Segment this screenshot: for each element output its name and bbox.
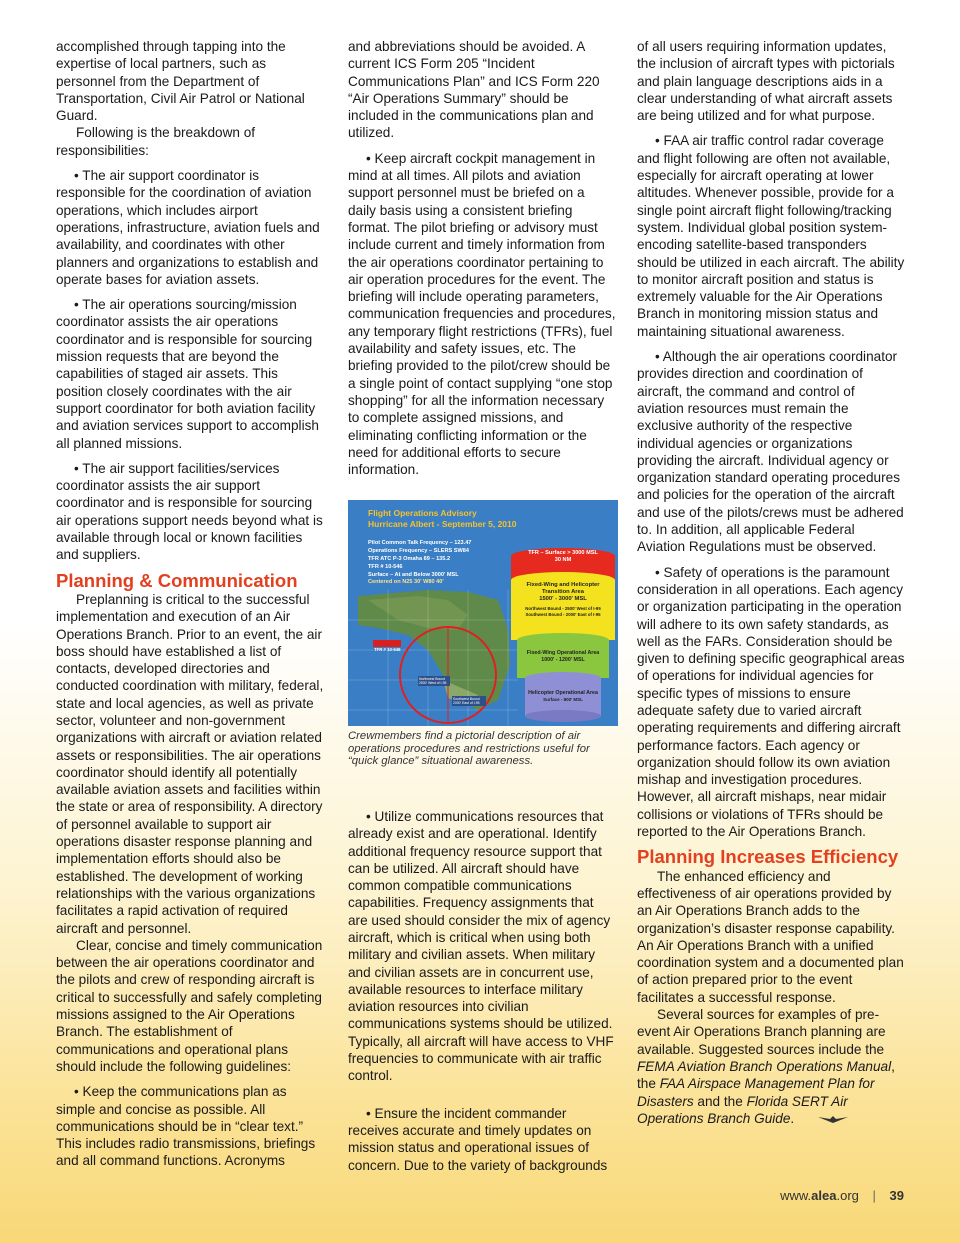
tier-line: Southwest Bound - 2000' East of I-95 [525, 611, 601, 617]
text-span: , the [637, 1058, 895, 1092]
page-footer [780, 1188, 904, 1203]
helicopter-tier-label [525, 690, 601, 703]
bullet-paragraph: • Ensure the incident commander receives accurate and timely updates on mission status and operational issues of concern. Due to the variety of backgrounds [348, 1105, 608, 1173]
info-line: Pilot Common Talk Frequency – 123.47 [368, 540, 472, 547]
text-span: and the [693, 1093, 747, 1109]
tfr-label: TFR – Surface > 3000 MSL [528, 550, 598, 557]
bullet-paragraph: • Although the air operations coordinator provides direction and coordination of aircraft, the command and control of aviation resources must remain the exclusive authority of the respective individual agencies or organizations providing the aircraft. Individual agency or organization standard operating procedures and policies for the operation of the aircraft and use of the pilots/crews must be adhered to. In addition, all applicable Federal Aviation Regulations must be observed. [637, 349, 904, 555]
flight-operations-advisory-figure [348, 500, 618, 726]
figure-subtitle-line: Hurricane Albert - September 5, 2010 [368, 519, 517, 530]
tier-line: Northwest Bound - 2500' West of I-95 [525, 606, 601, 612]
tier-line: Transition Area [542, 589, 584, 596]
figure-info-list [368, 540, 471, 587]
paragraph-sources [637, 1006, 905, 1128]
figure-title-line: Flight Operations Advisory [368, 508, 477, 519]
tier-line: Fixed-Wing and Helicopter [526, 582, 600, 589]
bullet-paragraph: • Utilize communications resources that already exist and are operational. Identify additional frequency resource support that can be utilized. All aircraft should have common compatible communications capabilities. Frequency assignments that are used should consider the mix of agency aircraft, which is critical when using both military and civilian assets. When military and civilian assets are in concurrent use, available resources to interface military aviation resources into civilian communications systems should be utilized. Typically, all aircraft will have access to VHF frequencies to communicate with air traffic control. [348, 808, 614, 1084]
site-suffix: .org [836, 1188, 859, 1203]
source-title: FEMA Aviation Branch Operations Manual [637, 1058, 892, 1074]
column-2 [348, 38, 616, 1182]
tfr-tier-label [511, 550, 615, 563]
source-title: Florida SERT Air Operations Branch Guide [637, 1093, 848, 1126]
transition-tier-label [511, 582, 615, 617]
text-span: Several sources for examples of pre-event Air Operations Branch planning are available. Suggested sources include the [637, 1007, 886, 1057]
source-title: FAA Airspace Management Plan for Disasters [637, 1076, 875, 1109]
info-line: TFR # 10-546 [368, 563, 403, 570]
tier-line: Helicopter Operational Area [528, 690, 598, 697]
tier-line: 1000' - 1200' MSL [541, 656, 585, 663]
paragraph: and abbreviations should be avoided. A current ICS Form 205 “Incident Communications Plan” and ICS Form 220 “Air Operations Summary” should be included in the communications plan and utilized. [348, 39, 600, 141]
info-line: Centered on N25 30' W80 40' [368, 579, 444, 586]
site-prefix: www. [780, 1188, 812, 1203]
footer-separator: | [872, 1188, 876, 1203]
bullet-paragraph: • Keep aircraft cockpit management in mind at all times. All pilots and aviation support personnel must be briefed on a daily basis using a consistent briefing format. The pilot briefing or advisory must include current and timely information from the air operations coordinator pertaining to air operation procedures for the event. The briefing will include operating parameters, communication frequencies and procedures, any temporary flight restrictions (TFRs), fuel availability and safety issues, etc. The briefing provided to the pilot/crew should be a single point of contact supplying “one stop shopping” for all the information necessary to complete assigned missions, and eliminating conflicting information or the need for additional efforts to secure information. [348, 150, 616, 478]
tier-line: Fixed-Wing Operational Area [526, 650, 600, 657]
paragraph: Preplanning is critical to the successful implementation and execution of an Air Operations Branch. Prior to an event, the air boss should have established a list of contacts, developed directories and conducted coordination with military, federal, state and local agencies, as well as private sector, volunteer and non-government organizations with aircraft or aviation related assets or responsibilities. The air operations coordinator should identify all potentially available aviation assets and facilities within the state or area of responsibility. A directory of personnel available to support air operations disaster response planning and implementation efforts should also be established. The development of working relationships with the various organizations facilitates a rapid activation of required aircraft and personnel. [56, 591, 324, 936]
fixed-wing-tier-label [517, 650, 609, 663]
paragraph: of all users requiring information updates, the inclusion of aircraft types with pictorials and plain language descriptions aids in a clear understanding of what aircraft assets are being utilized and for what purpose. [637, 39, 895, 124]
bullet-paragraph: • The air support facilities/services coordinator assists the air support coordinator and is responsible for sourcing air operations support needs beyond what is available through local or known facilities and suppliers. [56, 460, 323, 563]
tfr-radius: 30 NM [554, 556, 572, 563]
section-heading: Planning Increases Efficiency [637, 846, 899, 868]
page-number: 39 [889, 1188, 904, 1203]
bullet-paragraph: • Keep the communications plan as simple and concise as possible. All communications should be in “clear text.” This includes radio transmissions, briefings and all command functions. Acronyms [56, 1084, 316, 1169]
text-span: . [790, 1110, 795, 1126]
info-line: TFR ATC P-3 Omaha 89 – 135.2 [368, 556, 451, 563]
alea-wings-icon [798, 1111, 848, 1128]
paragraph: Following is the breakdown of responsibilities: [56, 125, 256, 158]
map-northbound-label: Northwest Bound 2500' West of I-95 [419, 677, 447, 686]
column-1 [56, 38, 324, 1178]
paragraph: The enhanced efficiency and effectiveness of air operations provided by an Air Operations Branch adds to the organization’s disaster response capability. An Air Operations Branch with a unified coordination system and a documented plan of action prepared prior to the event facilitates a successful response. [637, 868, 904, 1005]
column-3 [637, 38, 905, 1136]
paragraph: Clear, concise and timely communication between the air operations coordinator and the pilots and crew of responding aircraft is critical to successfully and safely completing missions assigned to the Air Operations Branch. The establishment of communications and operational plans should include the following guidelines: [56, 937, 323, 1074]
bullet-paragraph: • The air operations sourcing/mission coordinator assists the air operations coordinator and is responsible for sourcing mission requests that are beyond the capabilities of staged air assets. This position closely coordinates with the air support coordinator for both aviation facility and aviation services support to accomplish all planned missions. [56, 297, 319, 451]
site-name: alea [811, 1188, 837, 1203]
map-tfr-label: TFR # 10-546 [374, 647, 401, 653]
tier-line: 1500' - 3000' MSL [539, 596, 587, 603]
section-heading: Planning & Communication [56, 569, 298, 591]
figure-caption: Crewmembers find a pictorial description of air operations procedures and restrictions useful for “quick glance” situational awareness. [348, 730, 590, 768]
figure-title [368, 508, 517, 530]
info-line: Operations Frequency – SLERS SW84 [368, 548, 470, 555]
website-link[interactable] [780, 1188, 859, 1203]
bullet-paragraph: • FAA air traffic control radar coverage and flight following are often not available, especially for aircraft operating at lower altitudes. Whenever possible, provide for a single point aircraft flight following/tracking system. Individual global position system-encoding satellite-based transponders should be utilized in each aircraft. The ability to monitor aircraft position and status is extremely valuable for the Air Operations Branch in monitoring mission status and maintaining situational awareness. [637, 133, 905, 339]
map-southbound-label: Southwest Bound 2000' East of I-95 [453, 697, 480, 706]
info-line: Surface – At and Below 3000' MSL [368, 571, 459, 578]
bullet-paragraph: • The air support coordinator is responsible for the coordination of aviation operations, which includes airport operations, infrastructure, aviation fuels and availability, and coordinates with other planners and organizations to establish and operate bases for aviation assets. [56, 168, 320, 287]
bullet-paragraph: • Safety of operations is the paramount consideration in all operations. Each agency or organization participating in the operation will adhere to its own safety standards, as well as the FARs. Consideration should be given to defining specific geographical areas of operations for individual agencies for specific types of missions to ensure adequate safety due to varied aircraft operating requirements and differing aircraft performance factors. Each agency or organization should follow its own aviation mishap and investigation procedures. However, all aircraft mishaps, near midair collisions or violations of TFRs should be reported to the Air Operations Branch. [637, 564, 905, 840]
paragraph: accomplished through tapping into the expertise of local partners, such as personnel from the Department of Transportation, Civil Air Patrol or National Guard. [56, 39, 305, 124]
tier-line: Surface - 800' MSL [543, 696, 583, 702]
